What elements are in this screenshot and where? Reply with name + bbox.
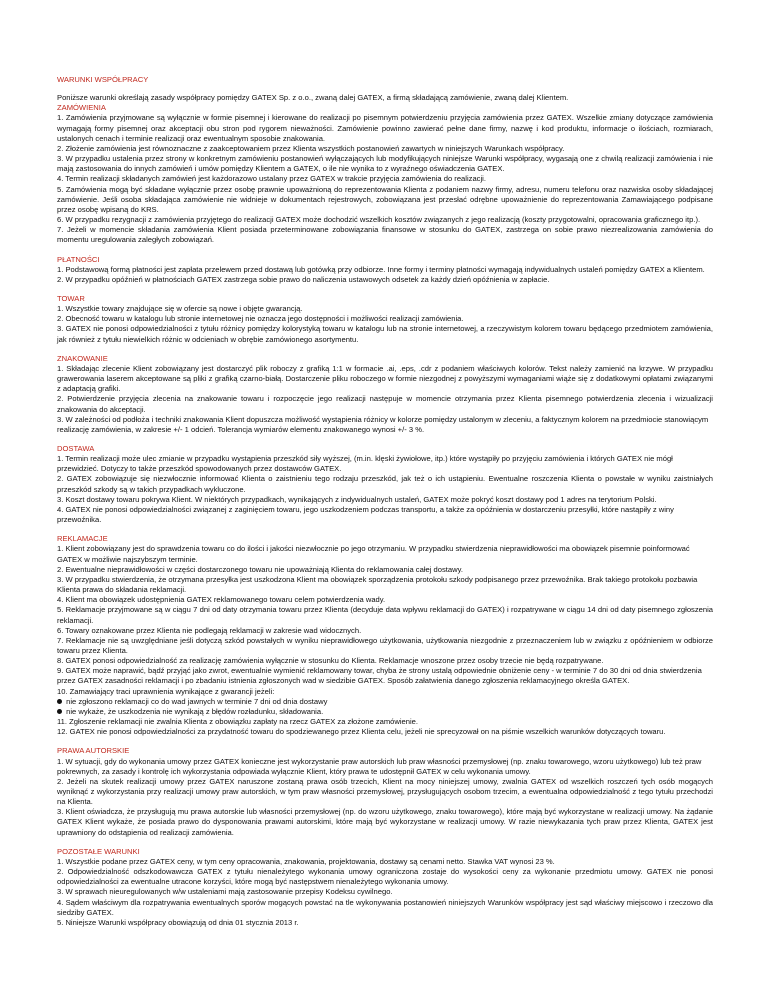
bullet-icon xyxy=(57,709,62,714)
clause: 1. Zamówienia przyjmowane są wyłącznie w formie pisemnej i kierowane do realizacji po pisemnym potwierdzeniu przyjęcia zamówienia przez GATEX. Wszelkie zmiany dotyczące zamówienia wymagają formy pisemnej oraz akceptacji obu stron pod rygorem nieważności. Zamówienie powinno zawierać pełne dane firmy, nazwę i kod produktu, informacje o ilościach, rozmiarach, ustalonych cenach i terminie realizacji oraz ewentualnym sposobie znakowania. xyxy=(57,113,713,143)
clause: 2. Odpowiedzialność odszkodowawcza GATEX z tytułu nienależytego wykonania umowy ograniczona zostaje do wysokości ceny za wykonanie przedmiotu umowy. GATEX nie ponosi odpowiedzialności za ewentualne utracone korzyści, które mogą być następstwem nienależytego wykonania umowy. xyxy=(57,867,713,887)
clause: 10. Zamawiający traci uprawnienia wynikające z gwarancji jeżeli: xyxy=(57,686,275,696)
clause: 2. GATEX zobowiązuje się niezwłocznie informować Klienta o zaistnieniu tego rodzaju przeszkód, jak też o ich ustąpieniu. Ewentualne roszczenia Klienta o powstałe w wyniku zaistniałych przeszkód szkody są w takich przypadkach wykluczone. xyxy=(57,474,713,494)
bullet-icon xyxy=(57,699,62,704)
clause: 2. Potwierdzenie przyjęcia zlecenia na znakowanie towaru i rozpoczęcie jego realizacji następuje w momencie otrzymania przez Klienta pisemnego potwierdzenia zlecenia i wizualizacji znakowania do akceptacji. xyxy=(57,394,713,414)
clause: 12. GATEX nie ponosi odpowiedzialności za przydatność towaru do spodziewanego przez Klienta celu, jeżeli nie sprecyzował on na piśmie wszelkich warunków dotyczących towaru. xyxy=(57,727,666,737)
document-title: WARUNKI WSPÓŁPRACY xyxy=(57,75,149,84)
section-heading: ZAMÓWIENIA xyxy=(57,103,106,113)
clause: 9. GATEX może naprawić, bądź przyjąć jako zwrot, ewentualnie wymienić reklamowany towar, chyba że strony ustalą odpowiednie obniżenie ceny - w terminie 7 do 30 dni od dnia stwierdzenia przez GATEX zasadności reklamacji i po zbadaniu istnienia zgłoszonych wad w siedzibie GATEX. Sposób załatwienia danego zgłoszenia reklamacyjnego określa GATEX. xyxy=(57,666,702,686)
clause: 5. Reklamacje przyjmowane są w ciągu 7 dni od daty otrzymania towaru przez Klienta (decyduje data wpływu reklamacji do GATEX) i rozpatrywane w ciągu 14 dni od daty pisemnego zgłoszenia reklamacji. xyxy=(57,605,713,625)
section-dostawa xyxy=(57,444,713,525)
clause: 8. GATEX ponosi odpowiedzialność za realizację zamówienia wyłącznie w stosunku do Klienta. Reklamacje wnoszone przez osoby trzecie nie będą rozpatrywane. xyxy=(57,656,604,666)
clause: 3. W zależności od podłoża i techniki znakowania Klient dopuszcza możliwość wystąpienia różnicy w kolorze pomiędzy ustalonym w zleceniu, a faktycznym kolorem na przedmiocie stanowiącym realizację zamówienia, w zakresie +/- 1 odcień. Tolerancja wymiarów elementu znakowanego wynosi +/- 3 %. xyxy=(57,414,709,434)
clause: 1. Wszystkie podane przez GATEX ceny, w tym ceny opracowania, znakowania, projektowania, dostawy są cenami netto. Stawka VAT wynosi 23 %. xyxy=(57,856,555,866)
clause: 2. Jeżeli na skutek realizacji umowy przez GATEX naruszone zostaną prawa osób trzecich, Klient na mocy niniejszej umowy, zwalnia GATEX od wszelkich roszczeń tych osób mogących wyniknąć z wykorzystania przy realizacji umowy praw autorskich, w tym praw własności przemysłowej, przysługujących osobom trzecim, a ewentualna odpowiedzialność z tego tytułu przechodzi na Klienta. xyxy=(57,776,713,807)
clause: 1. Termin realizacji może ulec zmianie w przypadku wystąpienia przeszkód siły wyższej, (m.in. klęski żywiołowe, itp.) które wystąpiły po przyjęciu zamówienia i których GATEX nie mógł przewidzieć. Dotyczy to także przeszkód spowodowanych przez dostawców GATEX. xyxy=(57,454,673,474)
section-heading: POZOSTAŁE WARUNKI xyxy=(57,846,140,856)
clause: 5. Niniejsze Warunki współpracy obowiązują od dnia 01 stycznia 2013 r. xyxy=(57,917,299,927)
section-heading: PŁATNOŚCI xyxy=(57,254,100,264)
section-platnosci xyxy=(57,255,713,285)
section-heading: ZNAKOWANIE xyxy=(57,353,108,363)
clause: 2. Obecność towaru w katalogu lub stronie internetowej nie oznacza jego dostępności i możliwości realizacji zamówienia. xyxy=(57,314,464,324)
section-heading: REKLAMACJE xyxy=(57,534,108,544)
section-heading: DOSTAWA xyxy=(57,444,95,453)
clause: 4. Sądem właściwym dla rozpatrywania ewentualnych sporów mogących powstać na tle wykonywania postanowień niniejszych Warunków współpracy jest sąd właściwy miejscowo i rzeczowo dla siedziby GATEX. xyxy=(57,897,713,917)
clause: 3. GATEX nie ponosi odpowiedzialności z tytułu różnicy pomiędzy kolorystyką towaru w katalogu lub na stronie internetowej, a rzeczywistym kolorem towaru będącego przedmiotem zamówienia, jak również z tytułu niewielkich różnic w odcieniach w obrębie zamówionego asortymentu. xyxy=(57,324,713,344)
clause: 6. Towary oznakowane przez Klienta nie podlegają reklamacji w zakresie wad widocznych. xyxy=(57,625,362,635)
intro-paragraph: Poniższe warunki określają zasady współpracy pomiędzy GATEX Sp. z o.o., zwaną dalej GATEX, a firmą składającą zamówienie, zwaną dalej Klientem. xyxy=(57,93,569,103)
clause: 11. Zgłoszenie reklamacji nie zwalnia Klienta z obowiązku zapłaty na rzecz GATEX za złożone zamówienie. xyxy=(57,717,419,727)
bullet-text: nie zgłoszono reklamacji co do wad jawnych w terminie 7 dni od dnia dostawy xyxy=(66,696,328,706)
bullet-item xyxy=(57,697,713,707)
clause: 3. W sprawach nieuregulowanych w/w ustaleniami mają zastosowanie przepisy Kodeksu cywilnego. xyxy=(57,887,393,897)
clause: 1. Klient zobowiązany jest do sprawdzenia towaru co do ilości i jakości niezwłocznie po jego otrzymaniu. W przypadku stwierdzenia nieprawidłowości ma obowiązek pisemnie poinformować GATEX w możliwie najszybszym terminie. xyxy=(57,544,690,564)
section-prawa-autorskie xyxy=(57,746,713,837)
clause: 3. W przypadku ustalenia przez strony w konkretnym zamówieniu postanowień wyłączających lub modyfikujących niniejsze Warunki współpracy, wygasają one z chwilą realizacji zamówienia i nie mają zastosowania do innych zamówień i umów pomiędzy Klientem a GATEX, o ile nie wynika to z wyraźnego oświadczenia GATEX. xyxy=(57,154,713,174)
clause: 5. Zamówienia mogą być składane wyłącznie przez osobę prawnie upoważnioną do reprezentowania Klienta z podaniem nazwy firmy, adresu, numeru telefonu oraz nazwiska osoby składającej zamówienie. Jeśli osoba składająca zamówienie nie widnieje w dokumentach rejestrowych, zobowiązana jest przesłać odrębne upoważnienie do reprezentowania Zamawiającego podpisane przez osobę wpisaną do KRS. xyxy=(57,184,713,214)
clause: 1. W sytuacji, gdy do wykonania umowy przez GATEX konieczne jest wykorzystanie praw autorskich lub praw własności przemysłowej (np. znaku towarowego, wzoru użytkowego) lub też praw pokrewnych, za zasady i kontrolę ich wykorzystania odpowiada wyłącznie Klient, który prawa te udostępnił GATEX w celu wykonania umowy. xyxy=(57,756,702,776)
section-pozostale-warunki xyxy=(57,847,713,928)
clause: 1. Podstawową formą płatności jest zapłata przelewem przed dostawą lub gotówką przy odbiorze. Inne formy i terminy płatności wymagają indywidualnych ustaleń pomiędzy GATEX a Klientem. xyxy=(57,264,705,274)
clause: 1. Składając zlecenie Klient zobowiązany jest dostarczyć plik roboczy z grafiką 1:1 w formacie .ai, .eps, .cdr z podaniem właściwych kolorów. Tekst należy zamienić na krzywe. W przypadku grawerowania laserem akceptowane są pliki z grafiką czarno-białą. Dostarczenie pliku roboczego w formie niezgodnej z powyższymi wymaganiami wiąże się z dodatkowymi opłatami związanymi z adaptacją grafiki. xyxy=(57,363,713,394)
clause: 1. Wszystkie towary znajdujące się w ofercie są nowe i objęte gwarancją. xyxy=(57,304,303,314)
clause: 7. Reklamacje nie są uwzględniane jeśli dotyczą szkód powstałych w wyniku nieprawidłowego użytkowania, użytkowania niezgodnie z przeznaczeniem lub w związku z opóźnieniem w odbiorze towaru przez Klienta. xyxy=(57,635,713,655)
section-heading: TOWAR xyxy=(57,293,85,303)
bullet-text: nie wykaże, że uszkodzenia nie wynikają z błędów rozładunku, składowania. xyxy=(66,706,324,716)
clause: 3. Klient oświadcza, że przysługują mu prawa autorskie lub własności przemysłowej (np. do wzoru użytkowego, znaku towarowego), które mają być wykorzystane w realizacji umowy. Na żądanie GATEX Klient wykaże, że posiada prawo do dysponowania prawami autorskimi, które mają być wykorzystane w realizacji umowy. W razie niewykazania tych praw przez Klienta, GATEX jest uprawniony do odstąpienia od realizacji zamówienia. xyxy=(57,807,713,837)
clause: 3. W przypadku stwierdzenia, że otrzymana przesyłka jest uszkodzona Klient ma obowiązek sporządzenia protokołu szkody podpisanego przez przewoźnika. Brak takiego protokołu pozbawia Klienta prawa do składania reklamacji. xyxy=(57,574,698,595)
clause: 3. Koszt dostawy towaru pokrywa Klient. W niektórych przypadkach, wynikających z indywidualnych ustaleń, GATEX może pokryć koszt dostawy pod 1 adres na terytorium Polski. xyxy=(57,494,657,504)
clause: 2. Ewentualne nieprawidłowości w części dostarczonego towaru nie upoważniają Klienta do reklamowania całej dostawy. xyxy=(57,564,463,574)
section-heading: PRAWA AUTORSKIE xyxy=(57,746,130,756)
section-zamowienia xyxy=(57,103,713,245)
section-reklamacje xyxy=(57,534,713,737)
clause: 4. GATEX nie ponosi odpowiedzialności związanej z zaginięciem towaru, jego uszkodzeniem podczas transportu, a także za opóźnienia w dostarczeniu przesyłki, które nastąpiły z winy przewoźnika. xyxy=(57,504,674,525)
clause: 6. W przypadku rezygnacji z zamówienia przyjętego do realizacji GATEX może dochodzić wszelkich kosztów związanych z jego realizacją (koszty przygotowalni, opracowania graficznego itp.). xyxy=(57,215,701,225)
clause: 4. Termin realizacji składanych zamówień jest każdorazowo ustalany przez GATEX w trakcie przyjęcia zamówienia do realizacji. xyxy=(57,174,486,184)
section-towar xyxy=(57,294,713,345)
clause: 2. Złożenie zamówienia jest równoznaczne z zaakceptowaniem przez Klienta wszystkich postanowień zawartych w niniejszych Warunkach współpracy. xyxy=(57,143,565,153)
bullet-item xyxy=(57,707,713,717)
section-znakowanie xyxy=(57,354,713,435)
clause: 2. W przypadku opóźnień w płatnościach GATEX zastrzega sobie prawo do naliczenia ustawowych odsetek za każdy dzień opóźnienia w zapłacie. xyxy=(57,274,550,284)
clause: 4. Klient ma obowiązek udostępnienia GATEX reklamowanego towaru celem potwierdzenia wady. xyxy=(57,595,386,605)
clause: 7. Jeżeli w momencie składania zamówienia Klient posiada przeterminowane zobowiązania finansowe w stosunku do GATEX, zastrzega on sobie prawo niezrealizowania zamówienia do momentu uregulowania zaległych zobowiązań. xyxy=(57,225,713,245)
